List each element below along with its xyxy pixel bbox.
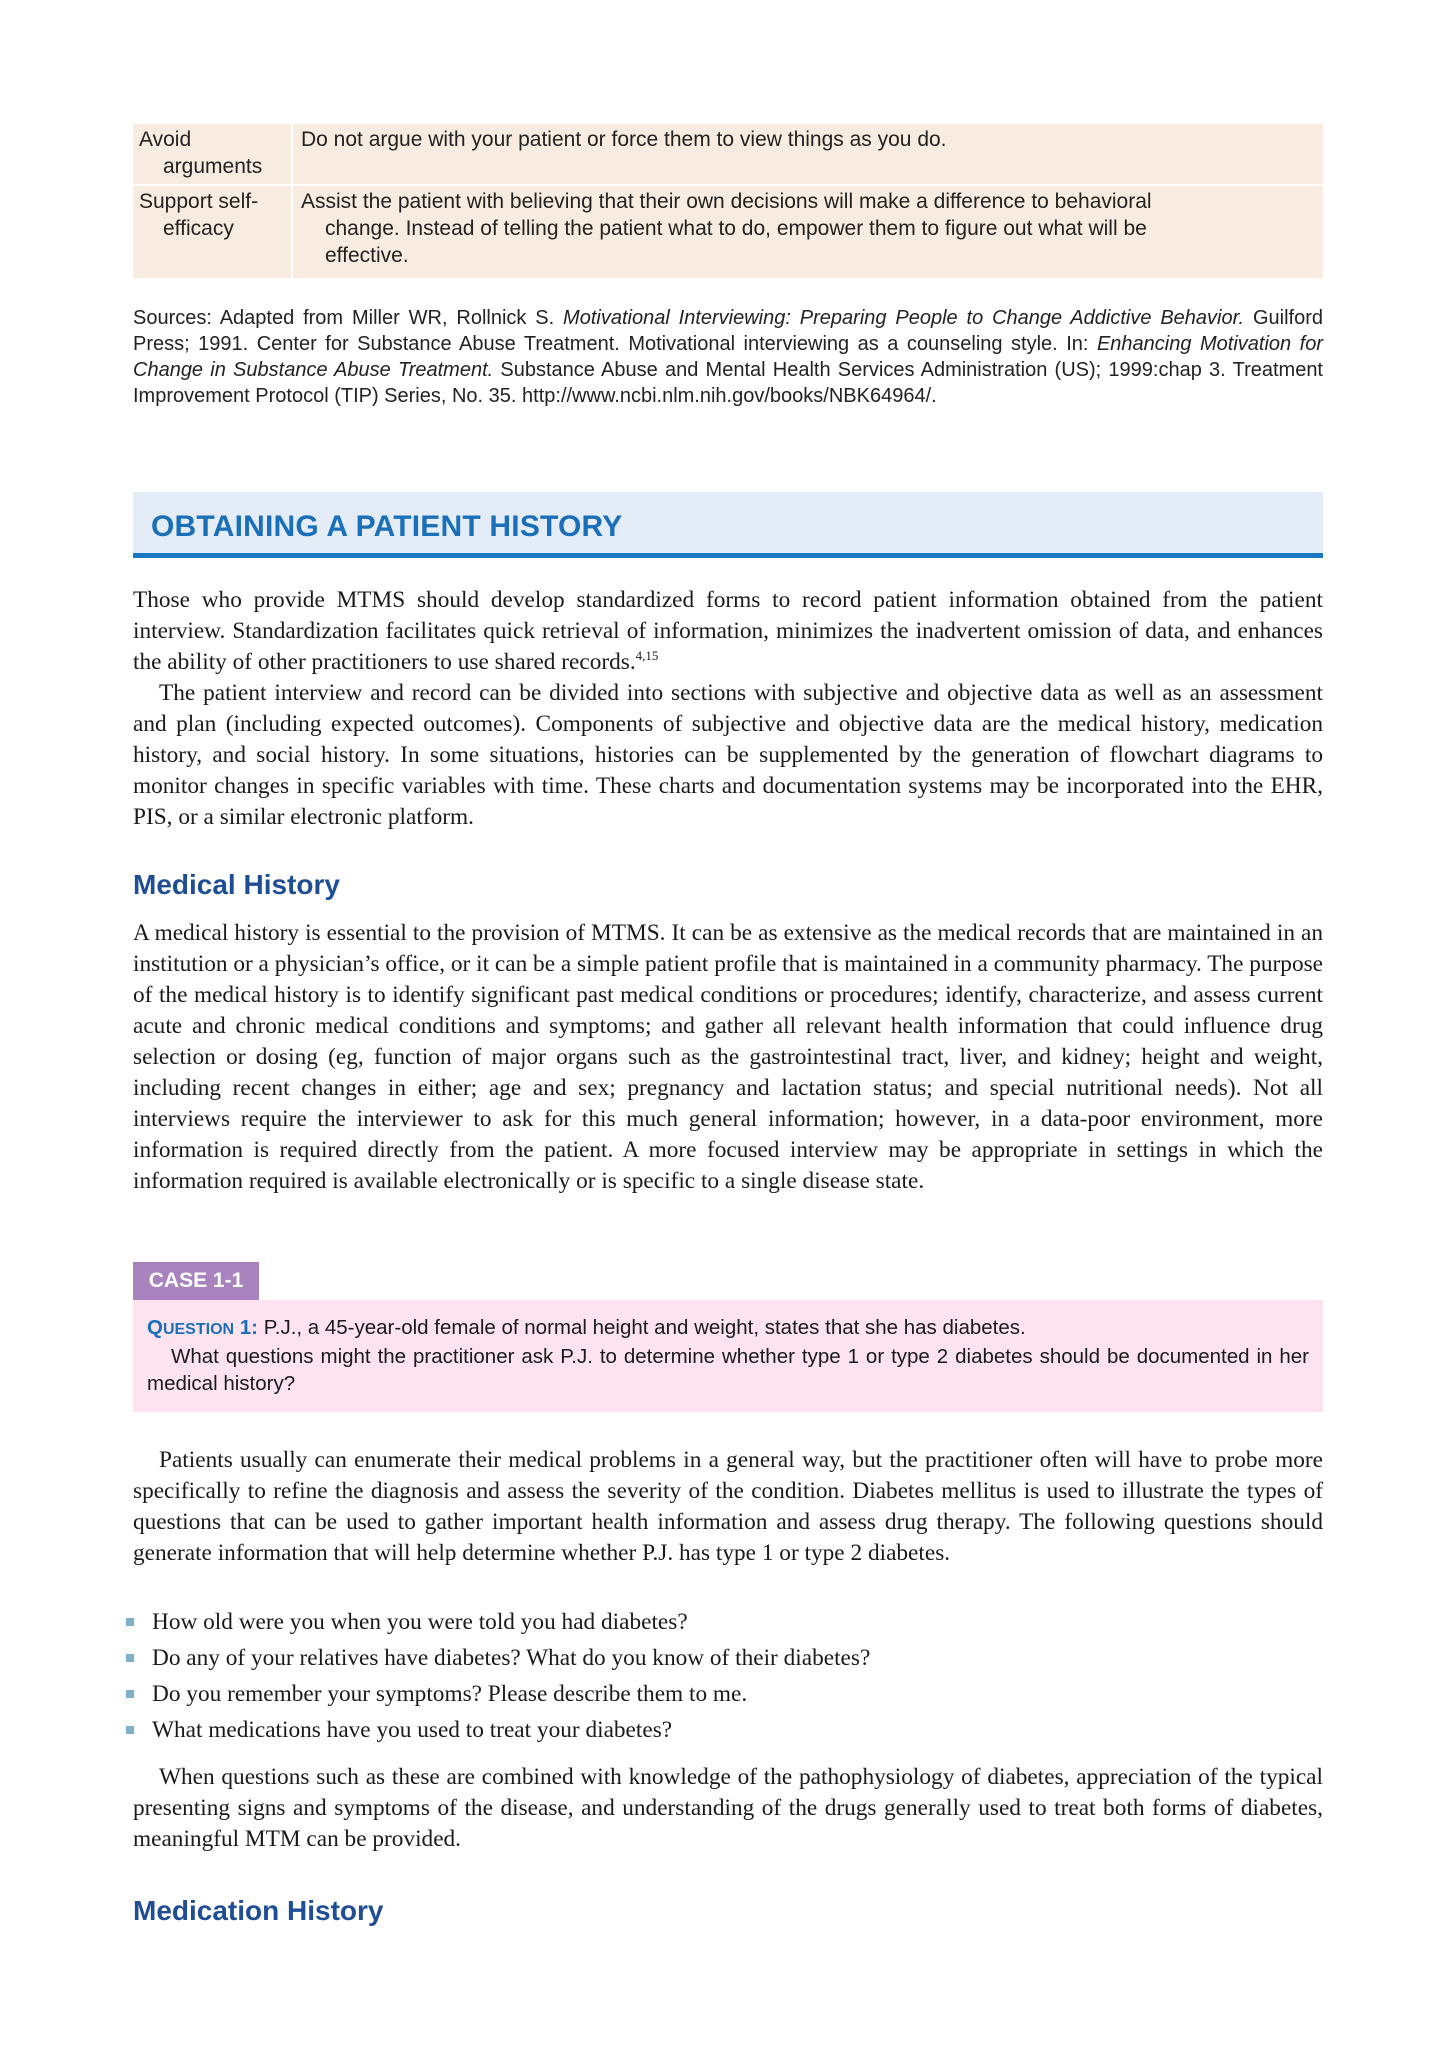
section-heading: OBTAINING A PATIENT HISTORY	[151, 510, 623, 543]
list-item-text: What medications have you used to treat your diabetes?	[152, 1717, 673, 1743]
question-text: P.J., a 45-year-old female of normal height and weight, states that she has diabetes.	[258, 1316, 1026, 1339]
sources-prefix: Sources: Adapted from Miller WR, Rollnick S.	[133, 307, 564, 329]
question-label-rest: UESTION	[162, 1321, 235, 1338]
table-sources-note	[133, 305, 1323, 409]
diabetes-discussion-text	[133, 1445, 1323, 1569]
sources-middle: Guilford Press; 1991. Center for Substance Abuse Treatment. Motivational interviewing as a counseling style. In:	[133, 307, 1323, 355]
sources-chapter-title: Enhancing Motivation for Change in Substance Abuse Treatment.	[133, 333, 1323, 381]
table-description	[293, 124, 1323, 184]
paragraph: The patient interview and record can be divided into sections with subjective and objective data as well as an assessment and plan (including expected outcomes). Components of subjective and objective data are the medical history, medication history, and social history. In some situations, histories can be supplemented by the generation of flowchart diagrams to monitor changes in specific variables with time. These charts and documentation systems may be incorporated into the EHR, PIS, or a similar electronic platform.	[133, 680, 1323, 830]
sources-book-title: Motivational Interviewing: Preparing People to Change Addictive Behavior.	[563, 307, 1245, 329]
medical-history-text	[133, 918, 1323, 1197]
case-label: CASE 1-1	[133, 1262, 259, 1300]
list-item-text: How old were you when you were told you had diabetes?	[152, 1609, 688, 1635]
list-item-text: Do any of your relatives have diabetes? What do you know of their diabetes?	[152, 1645, 871, 1671]
section-heading-band	[133, 492, 1323, 558]
list-item-text: Do you remember your symptoms? Please describe them to me.	[152, 1681, 748, 1707]
term-line: Avoid	[139, 128, 192, 151]
question-list	[126, 1604, 1316, 1748]
motivational-interviewing-table	[133, 124, 1323, 278]
list-item	[126, 1640, 1316, 1676]
list-item	[126, 1604, 1316, 1640]
question-followup: What questions might the practitioner ask P.J. to determine whether type 1 or type 2 diabetes should be documented in her medical history?	[147, 1345, 1309, 1395]
paragraph: A medical history is essential to the provision of MTMS. It can be as extensive as the medical records that are maintained in an institution or a physician’s office, or it can be a simple patient profile that is maintained in a community pharmacy. The purpose of the medical history is to identify significant past medical conditions or procedures; identify, characterize, and assess current acute and chronic medical conditions and symptoms; and gather all relevant health information that could influence drug selection or dosing (eg, function of major organs such as the gastrointestinal tract, liver, and kidney; height and weight, including recent changes in either; age and sex; pregnancy and lactation status; and special nutritional needs). Not all interviews require the interviewer to ask for this much general information; however, in a data-poor environment, more information is required directly from the patient. A more focused interview may be appropriate in settings in which the information required is available electronically or is specific to a single disease state.	[133, 920, 1323, 1194]
question-number: 1:	[234, 1316, 259, 1339]
table-term	[133, 186, 293, 278]
desc-line: Do not argue with your patient or force them to view things as you do.	[301, 128, 947, 151]
desc-line: Assist the patient with believing that their own decisions will make a difference to behavioral	[301, 190, 1152, 213]
conclusion-text	[133, 1762, 1323, 1855]
citation-superscript: 4,15	[635, 648, 659, 664]
question-label-initial: Q	[147, 1316, 163, 1339]
intro-text	[133, 585, 1323, 833]
paragraph-text: Those who provide MTMS should develop standardized forms to record patient information obtained from the patient interview. Standardization facilitates quick retrieval of information, minimizes the inadvertent omission of data, and enhances the ability of other practitioners to use shared records.	[133, 587, 1323, 675]
list-item	[126, 1676, 1316, 1712]
table-term	[133, 124, 293, 184]
list-item	[126, 1712, 1316, 1748]
question-label	[147, 1316, 258, 1339]
term-line: efficacy	[163, 217, 234, 240]
case-question-box	[133, 1300, 1323, 1412]
subsection-heading: Medical History	[133, 869, 340, 900]
case-question	[147, 1314, 1309, 1343]
bullet-square-icon	[126, 1726, 134, 1734]
table-row	[133, 186, 1323, 278]
paragraph: Patients usually can enumerate their medical problems in a general way, but the practitioner often will have to probe more specifically to refine the diagnosis and assess the severity of the condition. Diabetes mellitus is used to illustrate the types of questions that can be used to gather important health information and assess drug therapy. The following questions should generate information that will help determine whether P.J. has type 1 or type 2 diabetes.	[133, 1447, 1323, 1566]
bullet-square-icon	[126, 1690, 134, 1698]
desc-line: change. Instead of telling the patient what to do, empower them to figure out what will be	[325, 217, 1147, 240]
paragraph: When questions such as these are combined with knowledge of the pathophysiology of diabetes, appreciation of the typical presenting signs and symptoms of the disease, and understanding of the drugs generally used to treat both forms of diabetes, meaningful MTM can be provided.	[133, 1764, 1323, 1852]
term-line: arguments	[163, 155, 263, 178]
bullet-square-icon	[126, 1654, 134, 1662]
term-line: Support self-	[139, 190, 259, 213]
desc-line: effective.	[325, 244, 409, 267]
bullet-square-icon	[126, 1618, 134, 1626]
table-description	[293, 186, 1323, 278]
subsection-heading: Medication History	[133, 1895, 384, 1926]
paragraph	[133, 585, 1323, 678]
sources-suffix: Substance Abuse and Mental Health Services Administration (US); 1999:chap 3. Treatment Improvement Protocol (TIP) Series, No. 35. http://www.ncbi.nlm.nih.gov/books/NBK64964/.	[133, 359, 1323, 407]
table-row	[133, 124, 1323, 186]
